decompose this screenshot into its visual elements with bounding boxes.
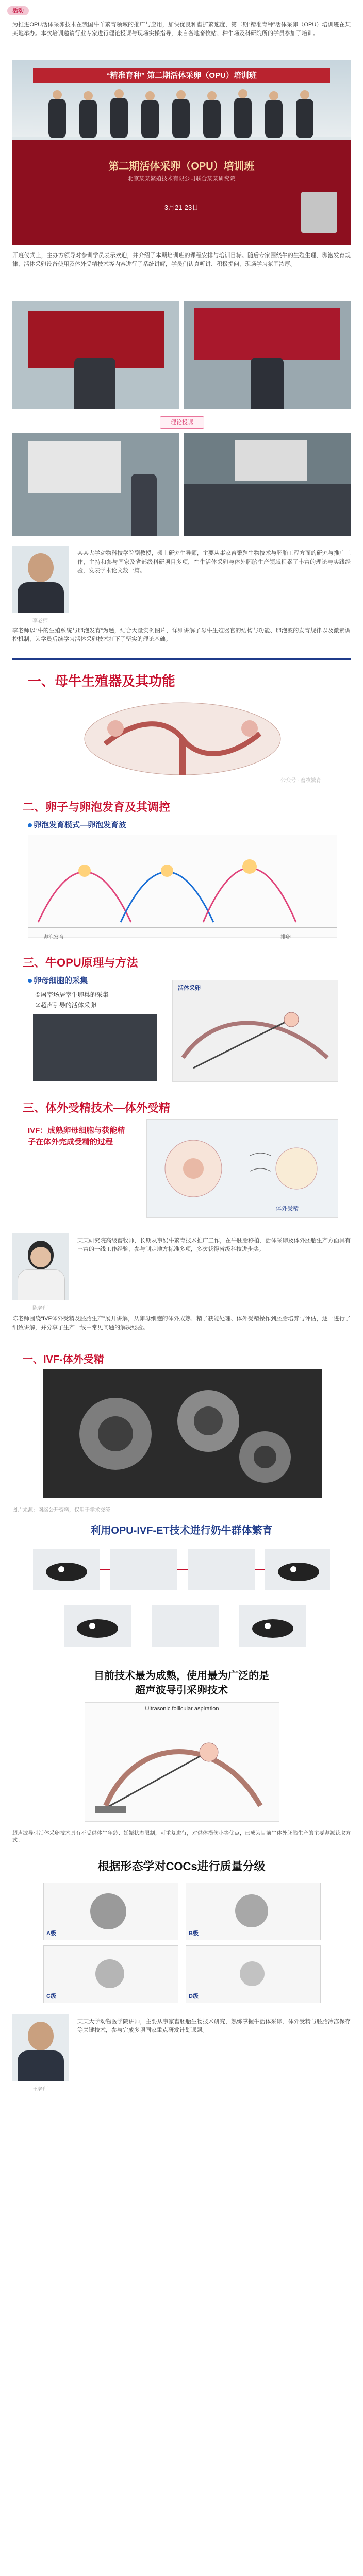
slide-follicle-development	[12, 793, 351, 943]
speaker2-bio: 某某研究院高级畜牧师，长期从事奶牛繁育技术推广工作，在牛胚胎移植、活体采卵及体外胚胎生产方面具有丰富的一线工作经验，参与制定地方标准多项，多次获得省级科技进步奖。	[77, 1238, 351, 1252]
slide-h-title: 根据形态学对COCs进行质量分级	[97, 1860, 266, 1873]
slide-c-title: 三、牛OPU原理与方法	[23, 956, 138, 969]
coc-grade-d-image	[186, 1945, 321, 2003]
title-slide-subtitle: 北京某某繁殖技术有限公司联合某某研究院	[127, 176, 236, 182]
intro-paragraph: 为推进OPU活体采卵技术在我国牛羊繁育领域的推广与应用，加快优良种畜扩繁速度，第二期“精准育种”活体采卵（OPU）培训班在某某地举办。本次培训邀请行业专家进行理论授课与现场实操指导，来自各地畜牧站、种牛场及科研院所的学员参加了培训。	[12, 22, 351, 37]
ultrasound-note: 超声波导引活体采卵技术具有不受供体牛年龄、妊娠状态限制，可重复进行，对供体损伤小等优点，已成为目前牛体外胚胎生产的主要卵源获取方式。	[12, 1831, 351, 1843]
slide-opu-principle	[12, 949, 351, 1088]
lecture1-paragraph: 李老师以“牛的生殖系统与卵泡发育”为题，结合大量实例图片，详细讲解了母牛生殖器官的结构与功能、卵泡波的发育规律以及激素调控机制，为学员后续学习活体采卵技术打下了坚实的理论基础。	[12, 628, 351, 642]
slide-c-item1: ①屠宰场屠宰牛卵巢的采集	[35, 991, 109, 998]
slide-c-bullet	[28, 975, 88, 986]
ceremony-photo-right	[184, 301, 351, 409]
speaker2-name: 陈老师	[32, 1306, 48, 1311]
ceremony-photo-left	[12, 301, 179, 409]
lecturer-figure	[131, 474, 157, 536]
slide-coc-grading	[12, 1854, 351, 2008]
presenter-figure	[74, 358, 116, 409]
speaker3-bio: 某某大学动物医学院讲师，主要从事家畜胚胎生物技术研究，熟练掌握牛活体采卵、体外受精与胚胎冷冻保存等关键技术，参与完成多项国家重点研发计划课题。	[77, 2019, 351, 2033]
banner-title-main: 第二期活体采卵（OPU）培训班	[147, 71, 257, 80]
oocyte-microscope-image	[43, 1369, 322, 1498]
cattle-breeding-flow	[33, 1544, 330, 1652]
banner-title	[33, 68, 330, 83]
speaker3-name: 王老师	[32, 2087, 48, 2092]
lecture-section-button[interactable]: 理论授课	[160, 416, 204, 429]
speaker2-portrait	[12, 1233, 69, 1300]
slide-ultrasound-guided	[12, 1664, 351, 1824]
title-slide-heading: 第二期活体采卵（OPU）培训班	[108, 161, 255, 172]
slide-g-line1: 目前技术最为成熟，使用最为广泛的是	[94, 1670, 269, 1682]
section-header	[7, 5, 356, 16]
coc-grade-c-image	[43, 1945, 178, 2003]
slide-d-text: IVF：成熟卵母细胞与获能精子在体外完成受精的过程	[28, 1126, 125, 1146]
title-slide	[12, 140, 351, 245]
ultrasound-device-image	[301, 192, 337, 233]
slide-b-sub	[28, 819, 126, 830]
bullet-dot-icon	[28, 979, 32, 983]
banner-title-quote: “精准育种”	[106, 71, 145, 80]
lecture2-paragraph: 陈老师围绕“IVF体外受精及胚胎生产”展开讲解，从卵母细胞的体外成熟、精子获能处理、体外受精操作到胚胎培养与评估，逐一进行了细致讲解，并分享了生产一线中常见问题的解决经验。	[12, 1316, 351, 1331]
ivf-diagram-label: 体外受精	[276, 1206, 299, 1212]
speaker1-bio: 某某大学动物科技学院副教授，硕士研究生导师，主要从事家畜繁殖生物技术与胚胎工程方面的研究与推广工作，主持和参与国家及省部级科研项目多项，在牛活体采卵与体外胚胎生产领域积累了丰富的理论与实践经验，发表学术论文数十篇。	[77, 550, 351, 574]
header-tag: 活动	[7, 6, 29, 15]
lecture-photo-left	[12, 433, 179, 536]
slide-b-label-ovulation: 排卵	[280, 935, 291, 940]
slide-ivf-oocytes	[12, 1347, 351, 1501]
lecture-photo-right	[184, 433, 351, 536]
coc-grade-a-image	[43, 1883, 178, 1940]
ivf-diagram	[146, 1119, 338, 1218]
slide-b-title: 二、卵子与卵泡发育及其调控	[23, 801, 171, 814]
classroom-screen	[235, 440, 307, 481]
slide-f-title: 利用OPU-IVF-ET技术进行奶牛群体繁育	[90, 1525, 273, 1536]
title-slide-date: 3月21-23日	[164, 204, 199, 211]
grade-c-label: C级	[46, 1993, 56, 1999]
slide-g-line2: 超声波导引采卵技术	[135, 1685, 228, 1696]
slide-e-title: 一、IVF-体外受精	[23, 1354, 104, 1365]
slide-a-title: 一、母牛生殖器及其功能	[28, 673, 176, 689]
slide-reproductive-organs	[12, 658, 351, 787]
opu-diagram-caption: 活体采卵	[178, 985, 201, 991]
coc-grade-b-image	[186, 1883, 321, 1940]
group-photo-people	[43, 89, 322, 138]
slide-c-bullet-text: 卵母细胞的采集	[34, 976, 88, 985]
slide-e-caption: 图片来源：网络公开资料，仅用于学术交流	[12, 1507, 110, 1513]
slide-b-label-follicle: 卵泡发育	[43, 935, 64, 940]
meeting-backdrop	[194, 308, 340, 360]
speaker1-portrait	[12, 546, 69, 613]
grade-a-label: A级	[46, 1930, 56, 1937]
slide-d-title: 三、体外受精技术—体外受精	[23, 1101, 171, 1114]
slide-b-sub-text: 卵泡发育模式—卵泡发育波	[34, 821, 127, 829]
speaker-figure	[251, 358, 284, 409]
opu-equipment-photo	[33, 1014, 157, 1081]
slide-ivf	[12, 1094, 351, 1223]
grade-b-label: B级	[189, 1930, 199, 1937]
speaker1-name: 李老师	[32, 618, 48, 624]
slide-c-item2: ②超声引导的活体采卵	[35, 1002, 96, 1009]
speaker3-portrait	[12, 2014, 69, 2081]
opening-paragraph: 开班仪式上，主办方领导对参训学员表示欢迎，并介绍了本期培训班的课程安排与培训目标。随后专家围绕牛的生殖生理、卵泡发育规律、活体采卵设备使用及体外受精技术等内容进行了系统讲解，学员们认真听讲、积极提问，现场学习氛围浓厚。	[12, 252, 351, 267]
ultrasonic-diagram-label: Ultrasonic follicular aspiration	[145, 1706, 219, 1712]
reproductive-tract-diagram	[74, 698, 291, 780]
audience	[184, 484, 351, 536]
grade-d-label: D级	[189, 1993, 199, 1999]
slide-a-watermark: 公众号 · 畜牧繁育	[280, 778, 321, 784]
bullet-dot-icon	[28, 823, 32, 827]
ultrasonic-aspiration-diagram	[85, 1702, 279, 1822]
banner-photo	[12, 60, 351, 245]
slide-opu-ivf-et	[12, 1518, 351, 1657]
opu-diagram	[172, 980, 338, 1082]
projection-screen	[28, 441, 121, 493]
follicle-wave-diagram	[28, 835, 337, 938]
